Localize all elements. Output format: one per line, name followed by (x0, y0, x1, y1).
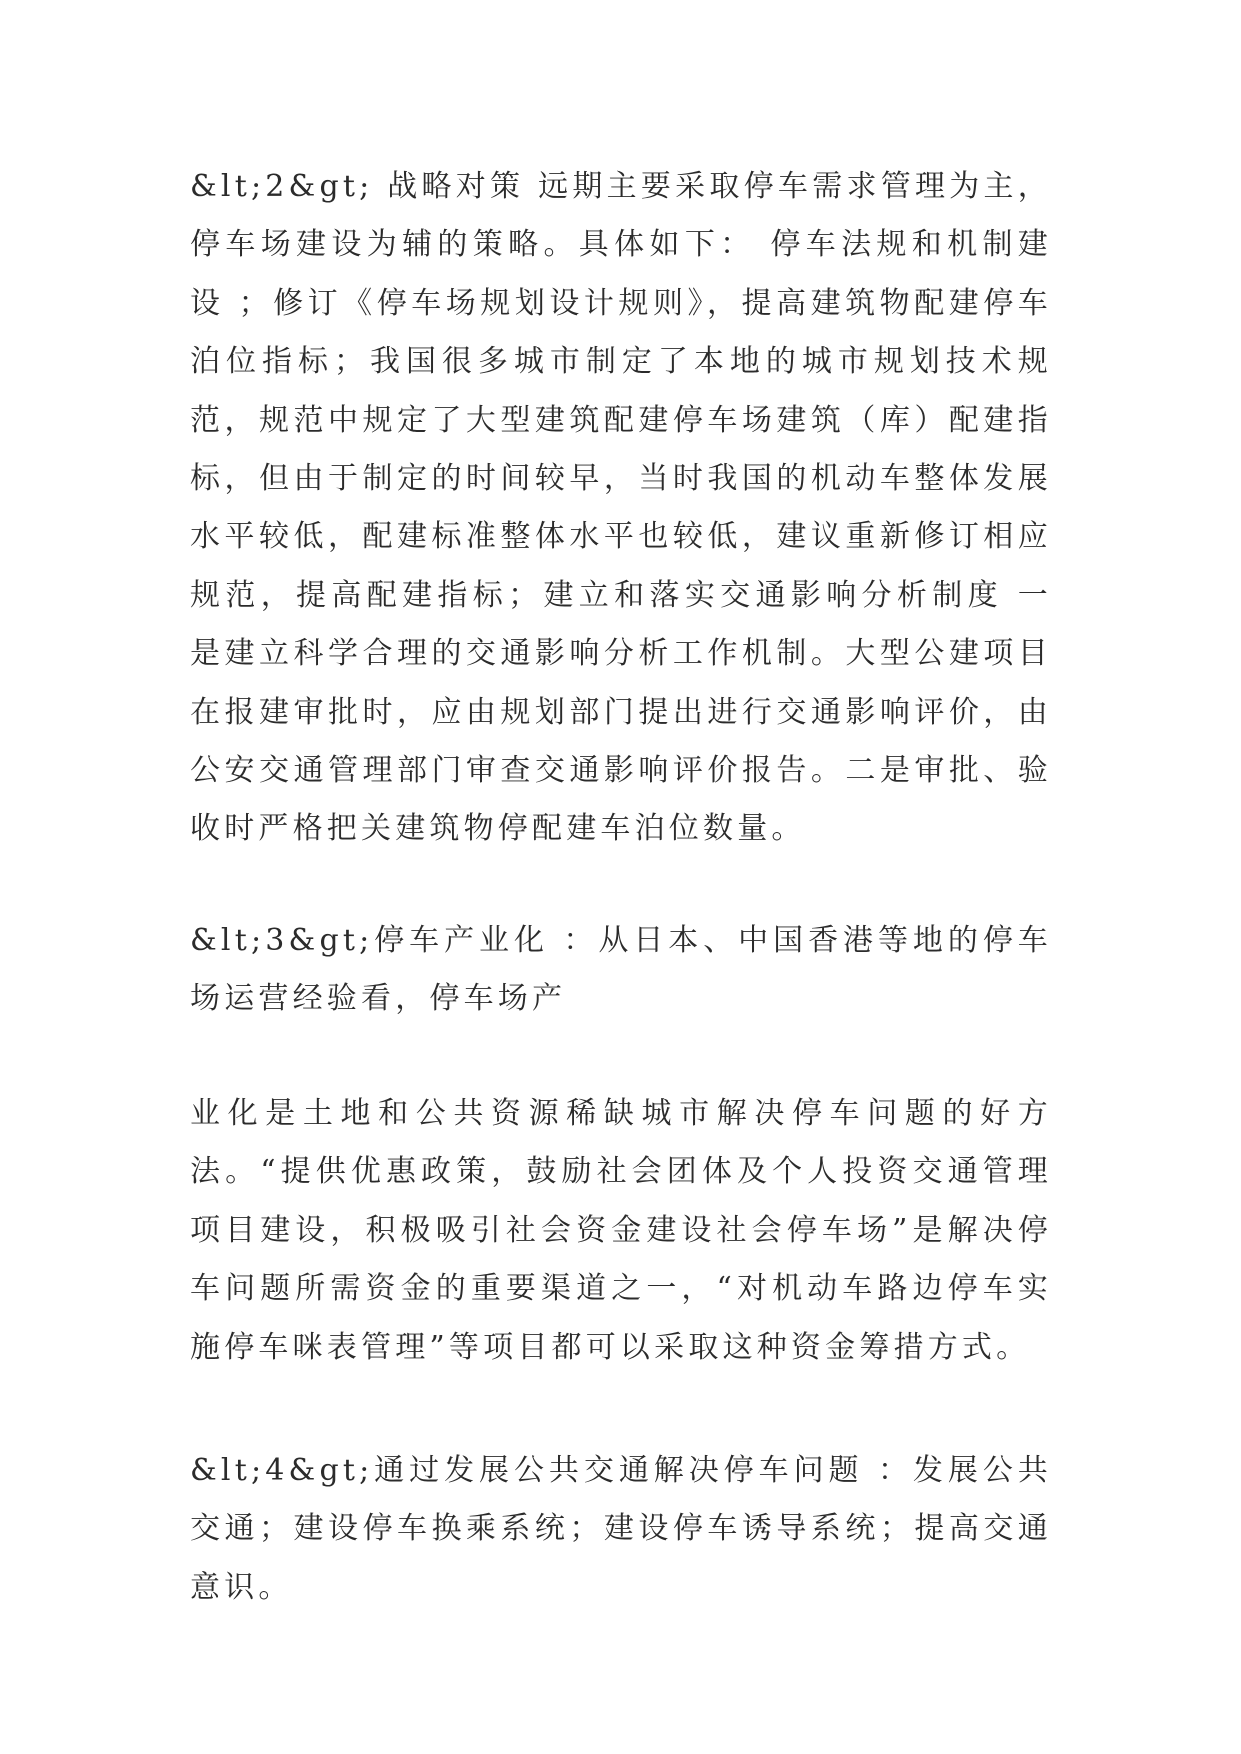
paragraph-public-transit: &lt;4&gt;通过发展公共交通解决停车问题 ：发展公共交通；建设停车换乘系统；建设停车诱导系统；提高交通意识。 (190, 1453, 1052, 1605)
paragraph-parking-industry-body: 业化是土地和公共资源稀缺城市解决停车问题的好方法。“提供优惠政策，鼓励社会团体及个人投资交通管理项目建设，积极吸引社会资金建设社会停车场”是解决停车问题所需资金的重要渠道之一，“对机动车路边停车实施停车咪表管理”等项目都可以采取这种资金筹措方式。 (190, 1096, 1052, 1365)
paragraph-parking-industry-intro: &lt;3&gt;停车产业化 ：从日本、中国香港等地的停车场运营经验看，停车场产 (190, 923, 1052, 1017)
paragraph-strategy: &lt;2&gt; 战略对策 远期主要采取停车需求管理为主，停车场建设为辅的策略。具体如下： 停车法规和机制建设 ；修订《停车场规划设计规则》，提高建筑物配建停车泊位指标；我国很多城市制定了本地的城市规划技术规范，规范中规定了大型建筑配建停车场建筑（库）配建指标，但由于制定的时间较早，当时我国的机动车整体发展水平较低，配建标准整体水平也较低，建议重新修订相应规范，提高配建指标；建立和落实交通影响分析制度 一是建立科学合理的交通影响分析工作机制。大型公建项目在报建审批时，应由规划部门提出进行交通影响评价，由公安交通管理部门审查交通影响评价报告。二是审批、验收时严格把关建筑物停配建车泊位数量。 (190, 169, 1052, 847)
